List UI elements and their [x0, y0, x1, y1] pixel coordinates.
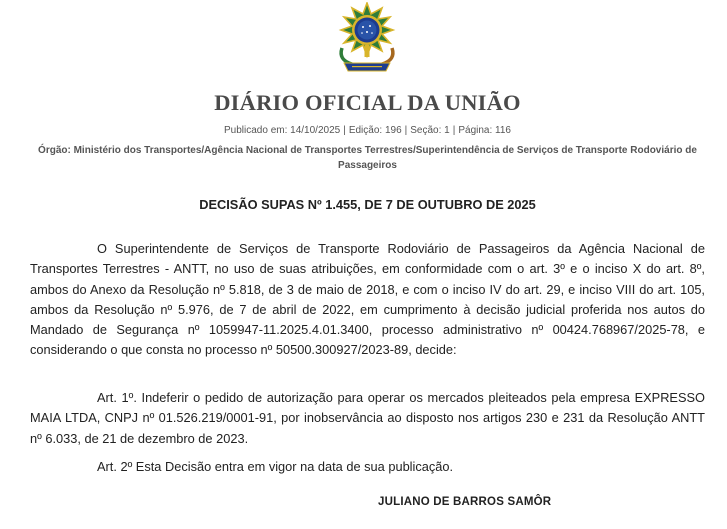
preamble-paragraph: O Superintendente de Serviços de Transporte Rodoviário de Passageiros da Agência Nacional de Transportes Terrestres - ANTT, no uso de suas atribuições, em conformidade com o art. 3º e o inciso X do art. 8º, ambos do Anexo da Resolução nº 5.818, de 3 de maio de 2018, e com o inciso IV do art. 29, e inciso VIII do art. 105, ambos da Resolução nº 5.976, de 7 de abril de 2022, em cumprimento à decisão judicial proferida nos autos do Mandado de Segurança nº 1059947-11.2025.4.01.3400, processo administrativo nº 00424.768967/2025-78, e considerando o que consta no processo nº 50500.300927/2023-89, decide:	[30, 241, 705, 358]
newspaper-masthead: DIÁRIO OFICIAL DA UNIÃO	[214, 90, 521, 115]
article-2-paragraph: Art. 2º Esta Decisão entra em vigor na data de sua publicação.	[97, 459, 454, 474]
article-1-paragraph: Art. 1º. Indeferir o pedido de autorização para operar os mercados pleiteados pela empresa EXPRESSO MAIA LTDA, CNPJ nº 01.526.219/0001-91, por inobservância ao disposto nos artigos 230 e 231 da Resolução ANTT nº 6.033, de 21 de dezembro de 2023.	[30, 390, 705, 446]
publication-date: Publicado em: 14/10/2025	[224, 125, 341, 136]
edition-number: Edição: 196	[348, 125, 402, 136]
document-title: DECISÃO SUPAS Nº 1.455, DE 7 DE OUTUBRO DE 2025	[199, 197, 536, 212]
issuing-agency: Órgão: Ministério dos Transportes/Agência Nacional de Transportes Terrestres/Superintendência de Serviços de Transporte Rodoviário de Passageiros	[38, 145, 697, 171]
publication-info: Publicado em: 14/10/2025 | Edição: 196 | Seção: 1 | Página: 116	[224, 125, 511, 136]
page-number: Página: 116	[458, 125, 511, 136]
signatory-name: JULIANO DE BARROS SAMÔR	[378, 496, 552, 508]
section-number: Seção: 1	[410, 125, 450, 136]
brazil-coat-of-arms-icon	[330, 2, 404, 78]
